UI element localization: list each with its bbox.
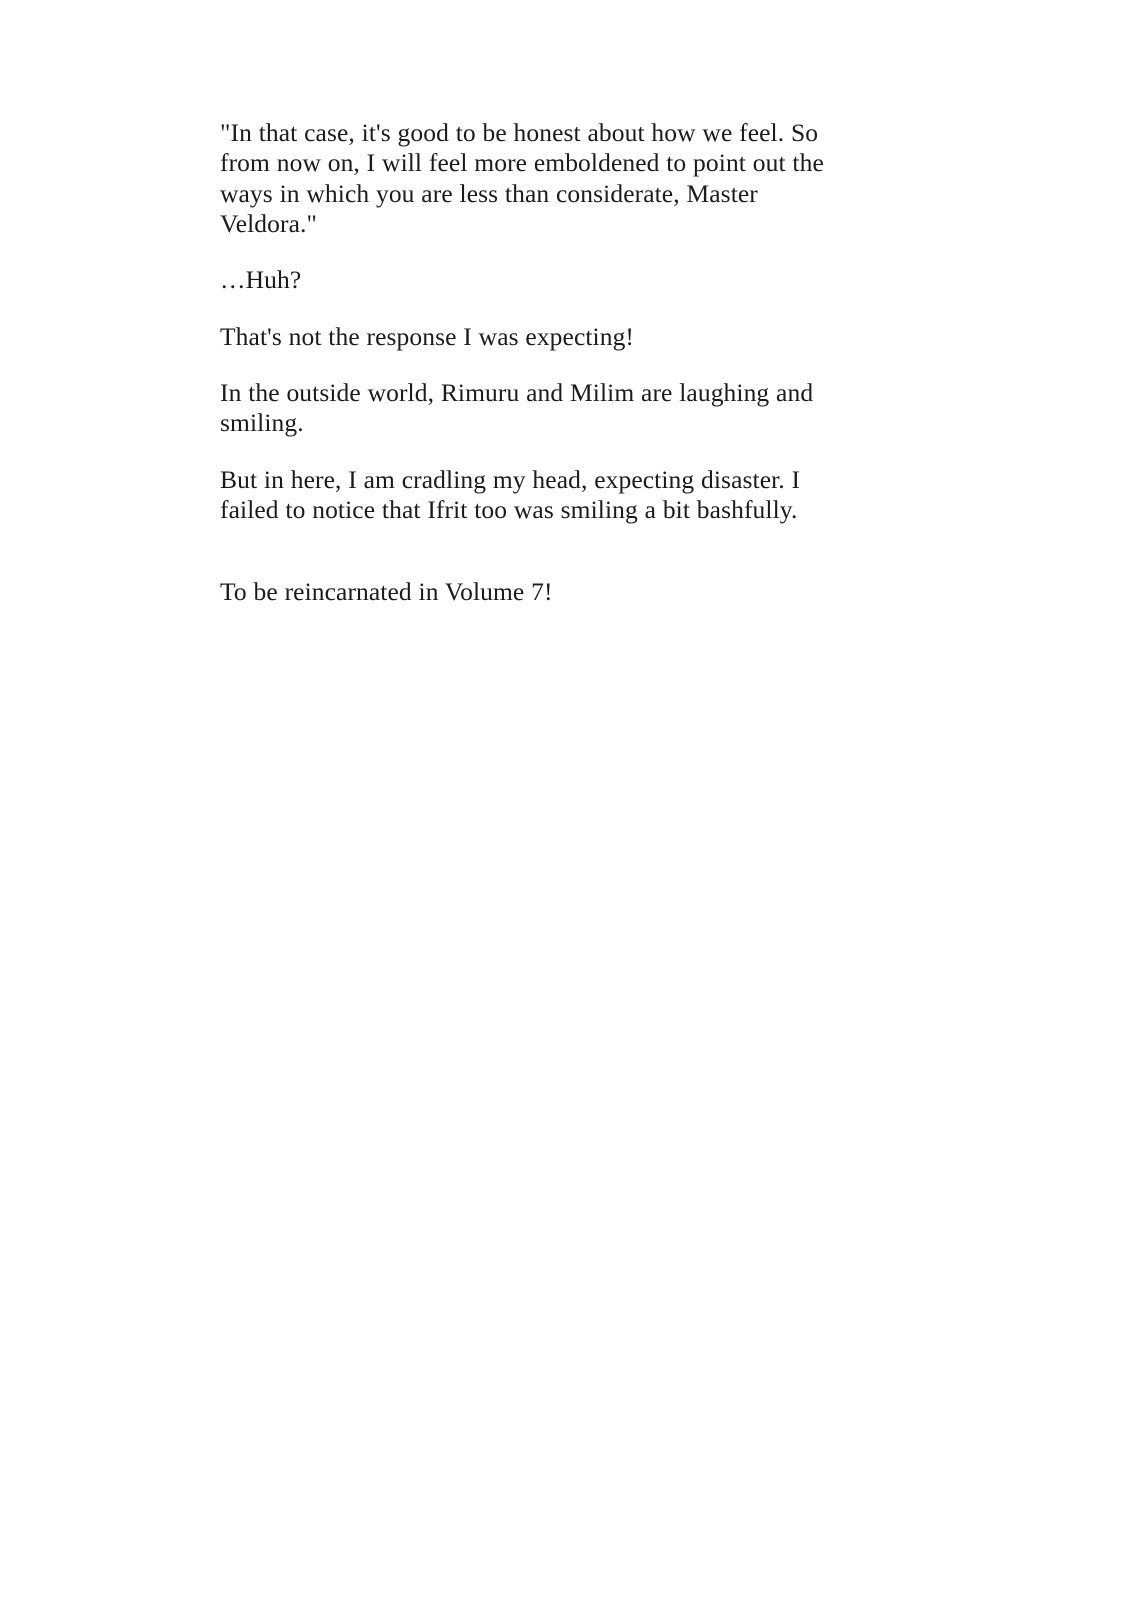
paragraph-5: But in here, I am cradling my head, expecting disaster. I failed to notice that Ifrit too was smiling a bit bashfully. (220, 464, 801, 525)
body-text-column (220, 118, 845, 608)
paragraph-6-closing-line: To be reincarnated in Volume 7! (220, 577, 553, 607)
paragraph-3: That's not the response I was expecting! (220, 321, 635, 351)
paragraph-2: …Huh? (220, 265, 302, 295)
paragraph-4: In the outside world, Rimuru and Milim are laughing and smiling. (220, 378, 814, 438)
paragraph-1: "In that case, it's good to be honest about how we feel. So from now on, I will feel more emboldened to point out the ways in which you are less than considerate, Master Veldora." (220, 118, 824, 239)
